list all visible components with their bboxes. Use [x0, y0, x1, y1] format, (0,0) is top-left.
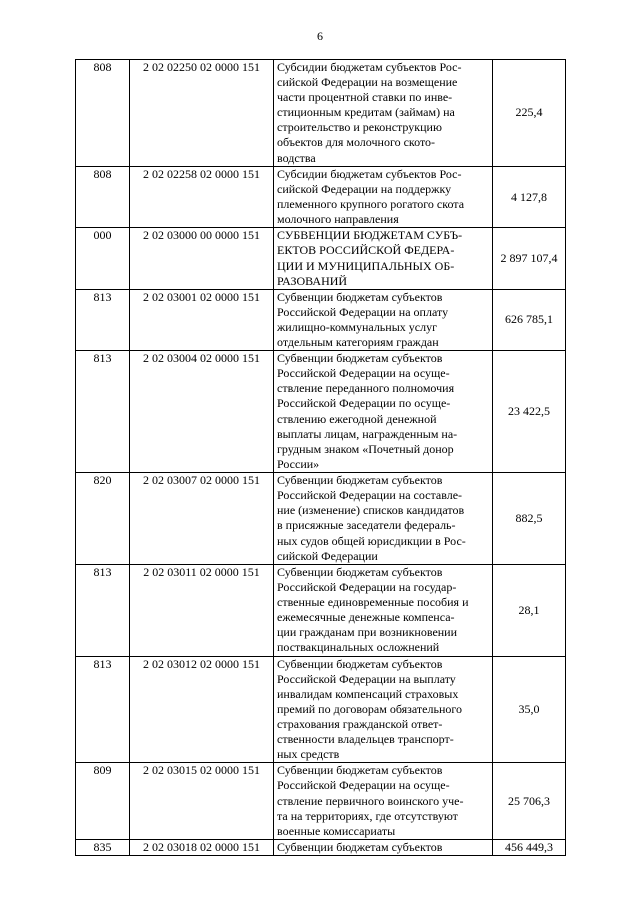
revenue-name-line: РАЗОВАНИЙ	[277, 273, 348, 288]
revenue-name-line: сийской Федерации	[277, 548, 378, 563]
table-row	[76, 763, 566, 839]
amount-cell: 4 127,8	[493, 167, 566, 228]
revenue-name-cell	[274, 167, 493, 228]
budget-classification-code-cell: 2 02 02250 02 0000 151	[130, 60, 274, 167]
revenue-name-line: выплаты лицам, награжденным на-	[277, 426, 458, 441]
amount-cell: 25 706,3	[493, 763, 566, 839]
revenue-name-cell	[274, 60, 493, 167]
revenue-name-line: Субвенции бюджетам субъектов	[277, 289, 443, 304]
amount-cell: 882,5	[493, 473, 566, 565]
revenue-name-cell	[274, 228, 493, 289]
revenue-name-line: ных судов общей юрисдикции в Рос-	[277, 533, 466, 548]
revenue-name-line: Российской Федерации на государ-	[277, 579, 457, 594]
admin-code-cell: 820	[76, 473, 130, 565]
revenue-name-line: строительство и реконструкцию	[277, 120, 442, 135]
admin-code-cell: 813	[76, 656, 130, 763]
revenue-name-line: сийской Федерации на поддержку	[277, 182, 452, 197]
budget-classification-code-cell: 2 02 03007 02 0000 151	[130, 473, 274, 565]
amount-cell: 225,4	[493, 60, 566, 167]
admin-code-cell: 813	[76, 351, 130, 473]
revenue-name-line: ЦИИ И МУНИЦИПАЛЬНЫХ ОБ-	[277, 258, 455, 273]
page-number: 6	[317, 29, 323, 43]
budget-classification-code-cell: 2 02 03011 02 0000 151	[130, 564, 274, 656]
amount-cell: 456 449,3	[493, 839, 566, 855]
revenue-name-line: Субвенции бюджетам субъектов	[277, 473, 443, 488]
amount-cell: 35,0	[493, 656, 566, 763]
amount-cell: 2 897 107,4	[493, 228, 566, 289]
revenue-name-line: водства	[277, 150, 316, 165]
budget-classification-code-cell: 2 02 03018 02 0000 151	[130, 839, 274, 855]
table-row	[76, 351, 566, 473]
revenue-name-line: военные комиссариаты	[277, 823, 396, 838]
revenue-name-line: Субвенции бюджетам субъектов	[277, 564, 443, 579]
revenue-name-cell	[274, 839, 493, 855]
table-row	[76, 656, 566, 763]
budget-revenue-table	[75, 59, 566, 856]
revenue-name-line: ствление первичного воинского уче-	[277, 793, 464, 808]
revenue-name-line: Российской Федерации на осуще-	[277, 778, 450, 793]
revenue-name-line: Российской Федерации на осуще-	[277, 366, 450, 381]
revenue-name-line: молочного направления	[277, 212, 399, 227]
revenue-name-line: Субвенции бюджетам субъектов	[277, 351, 443, 366]
revenue-name-cell	[274, 564, 493, 656]
revenue-name-line: Российской Федерации на выплату	[277, 671, 456, 686]
admin-code-cell: 813	[76, 289, 130, 350]
revenue-name-line: объектов для молочного ското-	[277, 135, 436, 150]
revenue-name-line: части процентной ставки по инве-	[277, 90, 453, 105]
budget-classification-code-cell: 2 02 03015 02 0000 151	[130, 763, 274, 839]
revenue-name-line: ственности владельцев транспорт-	[277, 732, 454, 747]
table-row	[76, 564, 566, 656]
revenue-name-line: ежемесячные денежные компенса-	[277, 609, 455, 624]
table-row	[76, 473, 566, 565]
revenue-name-line: сийской Федерации на возмещение	[277, 75, 458, 90]
revenue-name-line: стиционным кредитам (займам) на	[277, 105, 455, 120]
admin-code-cell: 813	[76, 564, 130, 656]
revenue-name-line: ствление переданного полномочия	[277, 381, 455, 396]
revenue-name-line: та на территориях, где отсутствуют	[277, 808, 458, 823]
admin-code-cell: 809	[76, 763, 130, 839]
table-row	[76, 228, 566, 289]
revenue-name-line: инвалидам компенсаций страховых	[277, 686, 459, 701]
admin-code-cell: 835	[76, 839, 130, 855]
revenue-name-line: премий по договорам обязательного	[277, 701, 462, 716]
revenue-name-cell	[274, 763, 493, 839]
revenue-name-line: в присяжные заседатели федераль-	[277, 518, 456, 533]
revenue-name-line: ции гражданам при возникновении	[277, 625, 458, 640]
table-row	[76, 60, 566, 167]
budget-classification-code-cell: 2 02 02258 02 0000 151	[130, 167, 274, 228]
revenue-name-line: Российской Федерации на оплату	[277, 304, 449, 319]
revenue-name-line: России»	[277, 456, 320, 471]
revenue-name-line: ЕКТОВ РОССИЙСКОЙ ФЕДЕРА-	[277, 243, 455, 258]
revenue-name-line: Субвенции бюджетам субъектов	[277, 763, 443, 778]
revenue-name-line: Российской Федерации по осуще-	[277, 396, 451, 411]
table-row	[76, 167, 566, 228]
revenue-name-line: племенного крупного рогатого скота	[277, 197, 465, 212]
revenue-name-line: ных средств	[277, 747, 340, 762]
revenue-name-line: поствакцинальных осложнений	[277, 640, 440, 655]
table-row	[76, 289, 566, 350]
admin-code-cell: 000	[76, 228, 130, 289]
admin-code-cell: 808	[76, 167, 130, 228]
revenue-name-line: грудным знаком «Почетный донор	[277, 441, 454, 456]
revenue-name-cell	[274, 289, 493, 350]
admin-code-cell: 808	[76, 60, 130, 167]
amount-cell: 28,1	[493, 564, 566, 656]
revenue-name-line: жилищно-коммунальных услуг	[277, 319, 437, 334]
revenue-name-line: Субсидии бюджетам субъектов Рос-	[277, 167, 462, 181]
budget-classification-code-cell: 2 02 03000 00 0000 151	[130, 228, 274, 289]
budget-classification-code-cell: 2 02 03001 02 0000 151	[130, 289, 274, 350]
revenue-name-line: Субвенции бюджетам субъектов	[277, 839, 443, 854]
revenue-name-cell	[274, 351, 493, 473]
revenue-name-line: Субвенции бюджетам субъектов	[277, 656, 443, 671]
revenue-name-line: ствлению ежегодной денежной	[277, 411, 437, 426]
revenue-name-line: страхования гражданской ответ-	[277, 717, 443, 732]
revenue-name-cell	[274, 656, 493, 763]
revenue-name-line: Российской Федерации на составле-	[277, 488, 463, 503]
table-row	[76, 839, 566, 855]
revenue-name-line: Субсидии бюджетам субъектов Рос-	[277, 60, 462, 74]
revenue-name-line: отдельным категориям граждан	[277, 335, 439, 350]
revenue-name-cell	[274, 473, 493, 565]
budget-classification-code-cell: 2 02 03004 02 0000 151	[130, 351, 274, 473]
revenue-name-line: ственные единовременные пособия и	[277, 594, 469, 609]
amount-cell: 626 785,1	[493, 289, 566, 350]
budget-classification-code-cell: 2 02 03012 02 0000 151	[130, 656, 274, 763]
amount-cell: 23 422,5	[493, 351, 566, 473]
revenue-name-line: СУБВЕНЦИИ БЮДЖЕТАМ СУБЪ-	[277, 228, 463, 243]
revenue-name-line: ние (изменение) списков кандидатов	[277, 503, 465, 518]
